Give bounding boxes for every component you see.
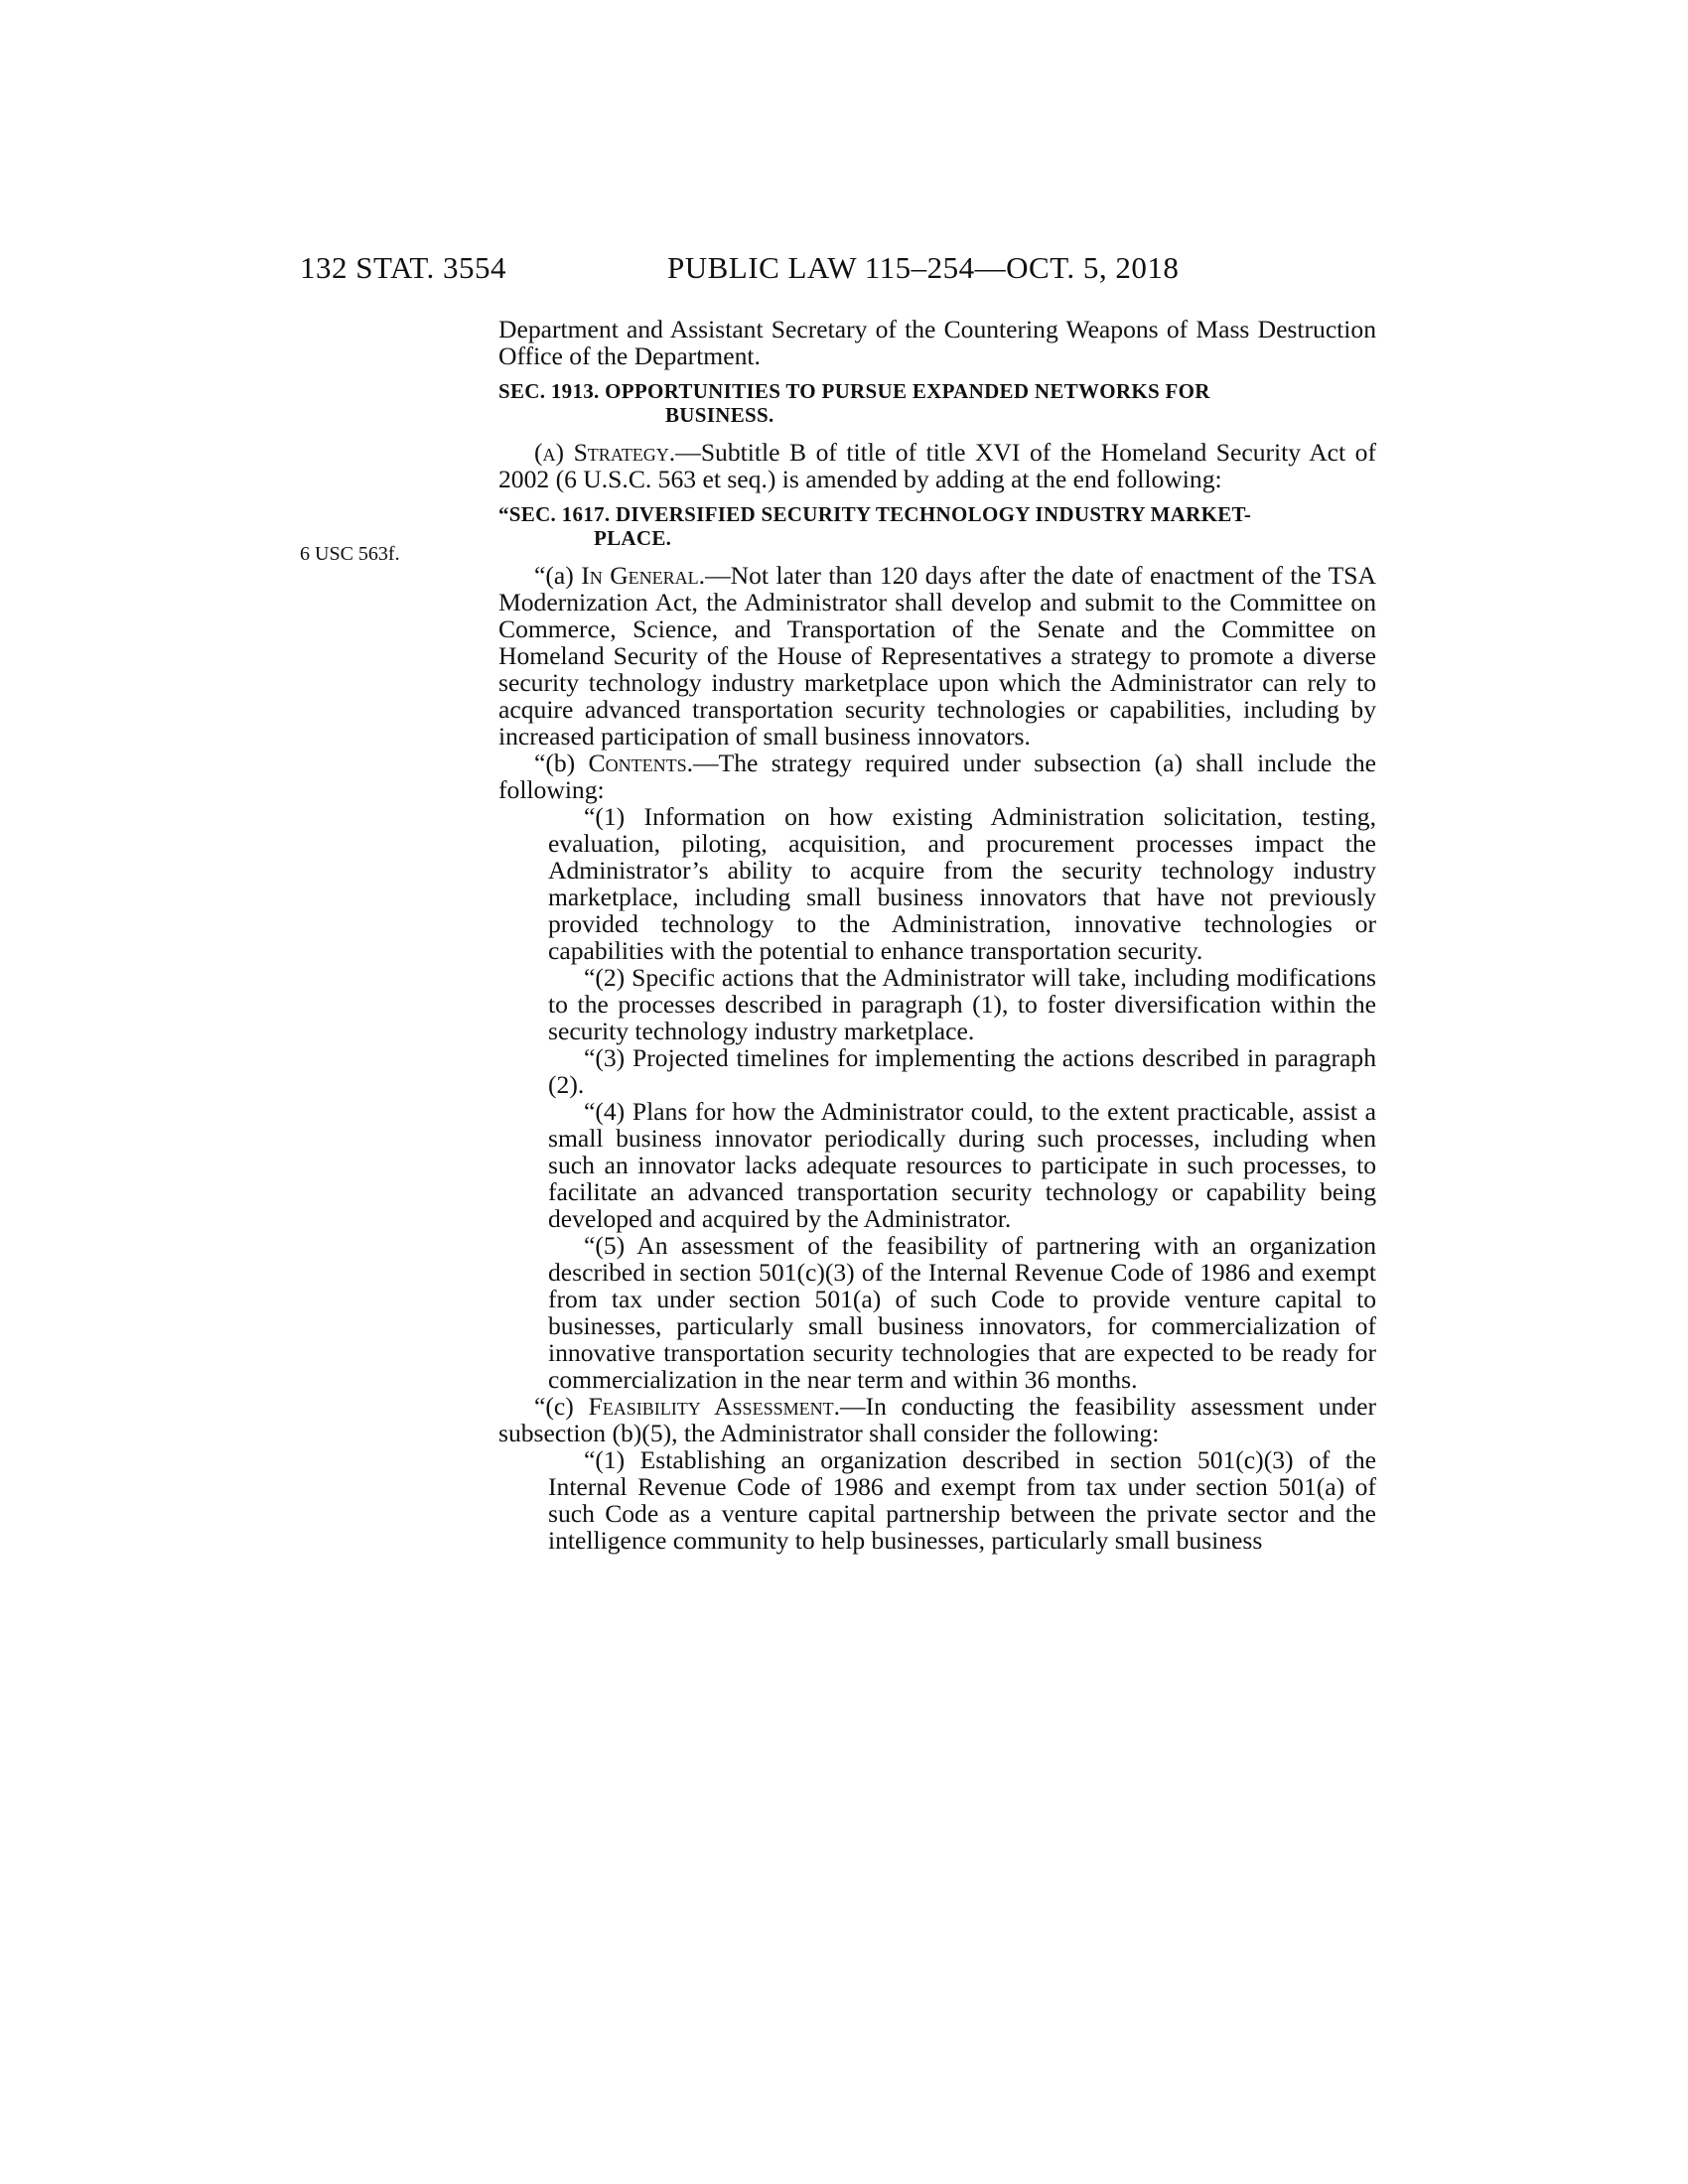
section-heading-line-1: “SEC. 1617. DIVERSIFIED SECURITY TECHNOLOGY INDUSTRY MARKET- (498, 502, 1252, 526)
paragraph-b4: “(4) Plans for how the Administrator could, to the extent practicable, assist a small business innovator periodically during such processes, including when such an innovator lacks adequate resources to participate in such processes, to facilitate an advanced transportation security technology or capability being developed and acquired by the Administrator. (548, 1097, 1376, 1233)
subsection-lead: “(a) (534, 561, 582, 590)
subsection-heading: In General. (581, 561, 706, 590)
subsection-heading: Feasibility Assessment. (588, 1392, 840, 1421)
margin-note: 6 USC 563f. (300, 543, 400, 565)
section-heading-line-2: BUSINESS. (665, 403, 774, 427)
subsection-b-contents (498, 750, 1376, 803)
paragraph-b5: “(5) An assessment of the feasibility of partnering with an organization described in section 501(c)(3) of the Internal Revenue Code of 1986 and exempt from tax under section 501(a) of such Code to provide venture capital to businesses, particularly small business innovators, for commercialization of innovative transportation security technologies that are expected to be ready for commercialization in the near term and within 36 months. (548, 1231, 1376, 1394)
statute-citation: 132 STAT. 3554 (300, 250, 507, 285)
section-heading-line-2: PLACE. (594, 526, 672, 550)
subsection-text: —The strategy required under subsection (a) shall include the following: (498, 749, 1376, 804)
paragraph-b2: “(2) Specific actions that the Administrator will take, including modifications to the processes described in paragraph (1), to foster diversification within the security technology industry marketplace. (548, 963, 1376, 1045)
section-heading-line-1: SEC. 1913. OPPORTUNITIES TO PURSUE EXPANDED NETWORKS FOR (498, 379, 1210, 403)
subsection-heading: (a) Strategy. (534, 438, 676, 467)
paragraph-b3: “(3) Projected timelines for implementing the actions described in paragraph (2). (548, 1043, 1376, 1099)
subsection-c-feasibility (498, 1393, 1376, 1446)
document-body (498, 316, 1376, 1554)
section-1617-heading (498, 502, 1376, 550)
subsection-a-strategy (498, 439, 1376, 492)
paragraph-b1: “(1) Information on how existing Administration solicitation, testing, evaluation, piloting, acquisition, and procurement processes impact the Administrator’s ability to acquire from the security technology industry marketplace, including small business innovators that have not previously provided technology to the Administration, innovative technologies or capabilities with the potential to enhance transportation security. (548, 802, 1376, 965)
subsection-lead: “(b) (534, 749, 589, 777)
public-law-title: PUBLIC LAW 115–254—OCT. 5, 2018 (667, 250, 1180, 285)
subsection-text: —Not later than 120 days after the date of enactment of the TSA Modernization Act, the Administrator shall develop and submit to the Committee on Commerce, Science, and Transportation of the Senate and the Committee on Homeland Security of the House of Representatives a strategy to promote a diverse security technology industry marketplace upon which the Administrator can rely to acquire advanced transportation security technologies or capabilities, including by increased participation of small business innovators. (498, 561, 1376, 751)
page-header (300, 250, 1372, 290)
section-1913-heading (498, 379, 1376, 427)
subsection-a-in-general (498, 562, 1376, 750)
subsection-heading: Contents. (588, 749, 694, 777)
paragraph-c1: “(1) Establishing an organization described in section 501(c)(3) of the Internal Revenue Code of 1986 and exempt from tax under section 501(a) of such Code as a venture capital partnership between the private sector and the intelligence community to help businesses, particularly small business (548, 1445, 1376, 1555)
paragraph-continuation: Department and Assistant Secretary of the Countering Weapons of Mass Destruction Office of the Department. (498, 315, 1376, 370)
subsection-text: —Subtitle B of title of title XVI of the Homeland Security Act of 2002 (6 U.S.C. 563 et seq.) is amended by adding at the end following: (498, 438, 1376, 493)
subsection-lead: “(c) (534, 1392, 589, 1421)
subsection-text: —In conducting the feasibility assessment under subsection (b)(5), the Administrator shall consider the following: (498, 1392, 1376, 1447)
